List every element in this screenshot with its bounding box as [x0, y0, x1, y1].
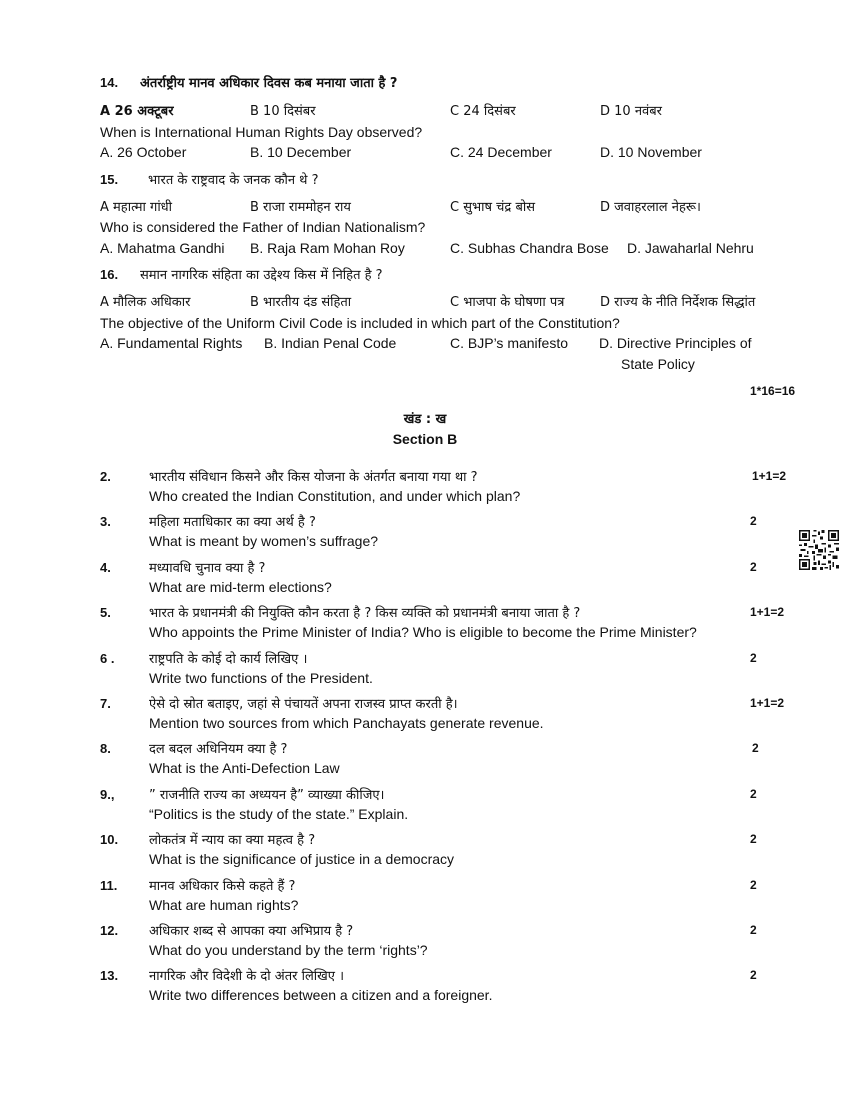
section-title-hindi: खंड : ख: [403, 412, 447, 427]
option-english: C. 24 December: [450, 144, 552, 160]
question-text-hindi: भारत के प्रधानमंत्री की नियुक्ति कौन करता है ? किस व्यक्ति को प्रधानमंत्री बनाया जाता है ?: [149, 606, 581, 621]
question-text-hindi: अंतर्राष्ट्रीय मानव अधिकार दिवस कब मनाया जाता है ?: [140, 76, 398, 91]
question-text-english: Who appoints the Prime Minister of India? Who is eligible to become the Prime Minister?: [149, 624, 697, 640]
question-text-hindi: महिला मताधिकार का क्या अर्थ है ?: [149, 515, 316, 530]
option-hindi: C सुभाष चंद्र बोस: [450, 200, 536, 215]
option-english: A. Mahatma Gandhi: [100, 240, 225, 256]
question-number: 6 .: [100, 651, 115, 666]
question-text-english: Write two differences between a citizen and a foreigner.: [149, 987, 493, 1003]
question-number: 10.: [100, 832, 119, 847]
option-hindi: C भाजपा के घोषणा पत्र: [450, 295, 565, 310]
option-hindi: D राज्य के नीति निर्देशक सिद्धांत: [600, 295, 756, 310]
question-text-hindi: ” राजनीति राज्य का अध्ययन है” व्याख्या कीजिए।: [149, 788, 385, 803]
question-text-english: “Politics is the study of the state.” Explain.: [149, 806, 409, 822]
question-number: 12.: [100, 923, 119, 938]
option-english: D. 10 November: [600, 144, 702, 160]
option-hindi: B राजा राममोहन राय: [250, 200, 351, 215]
question-number: 5.: [100, 605, 111, 620]
question-text-english: What is the significance of justice in a democracy: [149, 851, 455, 867]
question-text-hindi: मध्यावधि चुनाव क्या है ?: [149, 561, 266, 576]
option-english: D. Directive Principles of: [599, 335, 752, 351]
question-marks: 2: [750, 968, 757, 982]
question-text-hindi: नागरिक और विदेशी के दो अंतर लिखिए ।: [149, 969, 345, 984]
question-text-english: What do you understand by the term ‘rights’?: [149, 942, 428, 958]
question-text-english: Who is considered the Father of Indian Nationalism?: [100, 219, 426, 235]
question-number: 8.: [100, 741, 111, 756]
question-text-english: What is meant by women’s suffrage?: [149, 533, 379, 549]
option-english: C. Subhas Chandra Bose: [450, 240, 609, 256]
option-hindi: A 26 अक्टूबर: [100, 104, 174, 119]
option-hindi: B 10 दिसंबर: [250, 104, 316, 119]
question-text-english: Mention two sources from which Panchayats generate revenue.: [149, 715, 544, 731]
question-text-hindi: मानव अधिकार किसे कहते हैं ?: [149, 879, 296, 894]
question-number: 4.: [100, 560, 111, 575]
question-number: 16.: [100, 267, 119, 282]
option-hindi: D 10 नवंबर: [600, 104, 662, 119]
question-text-english: What are human rights?: [149, 897, 299, 913]
option-english: C. BJP’s manifesto: [450, 335, 569, 351]
question-marks: 2: [750, 651, 757, 665]
question-text-hindi: दल बदल अधिनियम क्या है ?: [149, 742, 288, 757]
option-english: A. Fundamental Rights: [100, 335, 243, 351]
question-marks: 2: [750, 514, 757, 528]
question-text-hindi: ऐसे दो स्रोत बताइए, जहां से पंचायतें अपना राजस्व प्राप्त करती है।: [149, 697, 458, 712]
section-total-marks: 1*16=16: [750, 384, 796, 398]
option-english: B. 10 December: [250, 144, 352, 160]
option-hindi: B भारतीय दंड संहिता: [250, 295, 352, 310]
question-marks: 1+1=2: [750, 696, 785, 710]
question-marks: 2: [750, 832, 757, 846]
question-marks: 1+1=2: [750, 605, 785, 619]
option-hindi: C 24 दिसंबर: [450, 104, 516, 119]
question-number: 14.: [100, 75, 119, 90]
question-text-hindi: लोकतंत्र में न्याय का क्या महत्व है ?: [149, 833, 316, 848]
question-text-hindi: राष्ट्रपति के कोई दो कार्य लिखिए ।: [149, 652, 308, 667]
question-text-english: What are mid-term elections?: [149, 579, 332, 595]
question-number: 9.,: [100, 787, 115, 802]
question-number: 2.: [100, 469, 111, 484]
question-text-english: The objective of the Uniform Civil Code is included in which part of the Constitution?: [100, 315, 620, 331]
qr-code-icon: [799, 530, 839, 570]
question-number: 13.: [100, 968, 119, 983]
option-english-continued: State Policy: [621, 356, 695, 372]
section-title-english: Section B: [392, 431, 458, 447]
question-text-hindi: अधिकार शब्द से आपका क्या अभिप्राय है ?: [149, 924, 354, 939]
option-hindi: A महात्मा गांधी: [100, 200, 173, 215]
question-marks: 2: [750, 787, 757, 801]
question-marks: 2: [750, 560, 757, 574]
question-text-hindi: समान नागरिक संहिता का उद्देश्य किस में निहित है ?: [140, 268, 383, 283]
option-hindi: D जवाहरलाल नेहरू।: [600, 200, 701, 215]
question-text-hindi: भारत के राष्ट्रवाद के जनक कौन थे ?: [148, 173, 319, 188]
question-text-english: When is International Human Rights Day observed?: [100, 124, 423, 140]
question-marks: 2: [750, 878, 757, 892]
option-english: D. Jawaharlal Nehru: [627, 240, 754, 256]
option-hindi: A मौलिक अधिकार: [100, 295, 191, 310]
question-number: 3.: [100, 514, 111, 529]
question-text-english: Write two functions of the President.: [149, 670, 373, 686]
question-marks: 1+1=2: [752, 469, 787, 483]
question-number: 7.: [100, 696, 111, 711]
question-text-english: Who created the Indian Constitution, and under which plan?: [149, 488, 521, 504]
question-text-hindi: भारतीय संविधान किसने और किस योजना के अंतर्गत बनाया गया था ?: [149, 470, 478, 485]
option-english: B. Indian Penal Code: [264, 335, 397, 351]
question-marks: 2: [752, 741, 759, 755]
option-english: A. 26 October: [100, 144, 187, 160]
question-number: 11.: [100, 878, 118, 893]
question-text-english: What is the Anti-Defection Law: [149, 760, 340, 776]
option-english: B. Raja Ram Mohan Roy: [250, 240, 405, 256]
question-marks: 2: [750, 923, 757, 937]
question-number: 15.: [100, 172, 119, 187]
